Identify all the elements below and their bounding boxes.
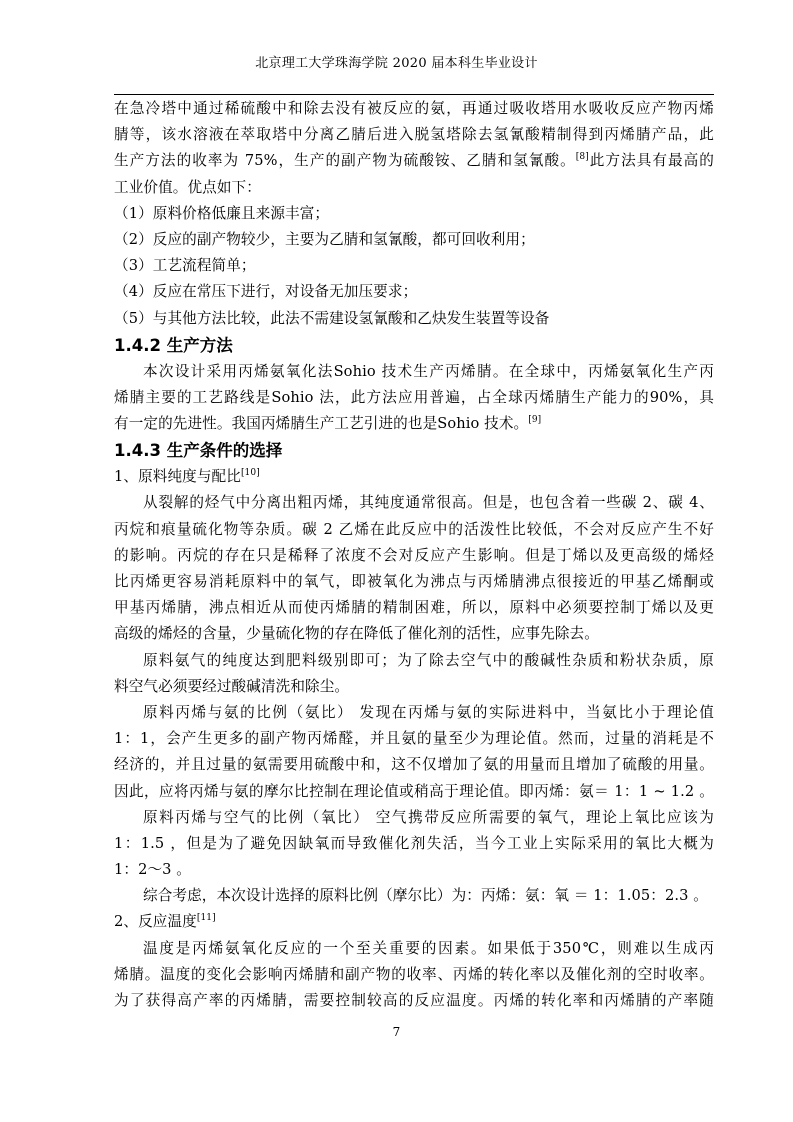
citation-ref: [10] — [240, 468, 260, 479]
paragraph-line: 的影响。丙烷的存在只是稀释了浓度不会对反应产生影响。但是丁烯以及更高级的烯烃 — [114, 546, 714, 564]
paragraph-line: 温度是丙烯氨氧化反应的一个至关重要的因素。如果低于350℃，则难以生成丙 — [143, 939, 714, 957]
paragraph-line: 1：2～3 。 — [114, 861, 191, 879]
paragraph-line: 在急冷塔中通过稀硫酸中和除去没有被反应的氨，再通过吸收塔用水吸收反应产物丙烯 — [114, 100, 714, 117]
citation-ref: [9] — [528, 415, 542, 426]
subheading — [114, 464, 714, 490]
section-heading: 1.4.2 生产方法 — [114, 335, 233, 355]
citation-ref: [8] — [575, 152, 589, 163]
paragraph-line: 烯腈主要的工艺路线是Sohio 法，此方法应用普遍，占全球丙烯腈生产能力的90%，具 — [114, 388, 714, 406]
paragraph-line: 工业价值。优点如下： — [114, 178, 261, 196]
paragraph-line: 从裂解的烃气中分离出粗丙烯，其纯度通常很高。但是，也包含着一些碳 2、碳 4、 — [143, 494, 714, 512]
text-run: 1、原料纯度与配比 — [114, 468, 241, 486]
paragraph-line: 甲基丙烯腈，沸点相近从而使丙烯腈的精制困难，所以，原料中必须要控制丁烯以及更 — [114, 599, 714, 617]
paragraph-line: 为了获得高产率的丙烯腈，需要控制较高的反应温度。丙烯的转化率和丙烯腈的产率随 — [114, 992, 714, 1009]
paragraph-line: 料空气必须要经过酸碱清洗和除尘。 — [114, 677, 350, 695]
list-item: （5）与其他方法比较，此法不需建设氢氰酸和乙炔发生装置等设备 — [114, 309, 550, 327]
paragraph-line: 经济的，并且过量的氨需要用硫酸中和，这不仅增加了氨的用量而且增加了硫酸的用量。 — [114, 756, 714, 774]
paragraph-line: 原料氨气的纯度达到肥料级别即可；为了除去空气中的酸碱性杂质和粉状杂质，原 — [143, 651, 714, 669]
paragraph-line: 1：1，会产生更多的副产物丙烯醛，并且氨的量至少为理论值。然而，过量的消耗是不 — [114, 730, 714, 748]
section-heading: 1.4.3 生产条件的选择 — [114, 441, 283, 461]
list-item: （2）反应的副产物较少，主要为乙腈和氢氰酸，都可回收利用； — [114, 230, 535, 248]
paragraph-line: 综合考虑，本次设计选择的原料比例（摩尔比）为：丙烯：氨：氧 ＝ 1：1.05：2.3 。 — [143, 887, 708, 905]
text-run: 有一定的先进性。我国丙烯腈生产工艺引进的也是Sohio 技术。 — [114, 415, 529, 433]
text-run: 生产方法的收率为 75%，生产的副产物为硫酸铵、乙腈和氢氰酸。 — [114, 152, 576, 170]
paragraph-line — [114, 148, 714, 174]
citation-ref: [11] — [196, 913, 216, 924]
paragraph-line: 丙烷和痕量硫化物等杂质。碳 2 乙烯在此反应中的活泼性比较低，不会对反应产生不好 — [114, 520, 714, 538]
paragraph-line: 烯腈。温度的变化会影响丙烯腈和副产物的收率、丙烯的转化率以及催化剂的空时收率。 — [114, 965, 714, 983]
subheading — [114, 909, 714, 935]
page-header: 北京理工大学珠海学院 2020 届本科生毕业设计 — [255, 56, 538, 71]
list-item: （1）原料价格低廉且来源丰富； — [114, 204, 330, 222]
paragraph-line: 原料丙烯与空气的比例（氧比） 空气携带反应所需要的氧气，理论上氧比应该为 — [143, 808, 714, 826]
paragraph-line: 高级的烯烃的含量，少量硫化物的存在降低了催化剂的活性，应事先除去。 — [114, 625, 599, 643]
list-item: （3）工艺流程简单； — [114, 257, 256, 275]
paragraph-line: 腈等，该水溶液在萃取塔中分离乙腈后进入脱氢塔除去氢氰酸精制得到丙烯腈产品，此 — [114, 126, 714, 144]
paragraph-line: 比丙烯更容易消耗原料中的氧气，即被氧化为沸点与丙烯腈沸点很接近的甲基乙烯酮或 — [114, 573, 714, 590]
paragraph-line — [114, 411, 714, 437]
page-body — [114, 96, 714, 1014]
text-run: 2、反应温度 — [114, 913, 197, 931]
page-number: 7 — [392, 1025, 401, 1039]
paragraph-line: 原料丙烯与氨的比例（氨比） 发现在丙烯与氨的实际进料中，当氨比小于理论值 — [143, 703, 714, 721]
paragraph-line: 1：1.5 ，但是为了避免因缺氧而导致催化剂失活，当今工业上实际采用的氧比大概为 — [114, 834, 714, 852]
list-item: （4）反应在常压下进行，对设备无加压要求； — [114, 283, 418, 301]
text-run: 此方法具有最高的 — [588, 152, 714, 170]
header-rule — [114, 94, 714, 95]
paragraph-line: 本次设计采用丙烯氨氧化法Sohio 技术生产丙烯腈。在全球中，丙烯氨氧化生产丙 — [143, 362, 714, 380]
paragraph-line: 因此，应将丙烯与氨的摩尔比控制在理论值或稍高于理论值。即丙烯：氨＝ 1：1 ~ 1.2 。 — [114, 782, 714, 800]
